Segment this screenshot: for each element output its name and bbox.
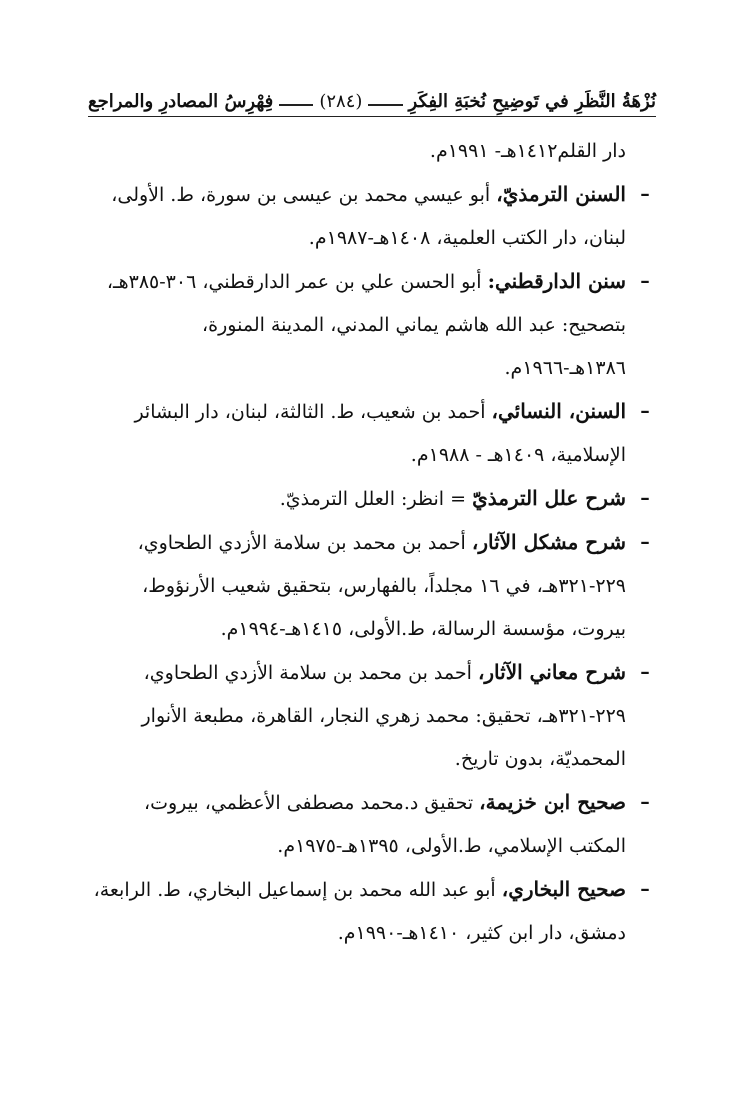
continued-entry-text: دار القلم١٤١٢هـ- ١٩٩١م. (429, 140, 626, 162)
running-header (88, 82, 656, 117)
bibliography-entry (84, 260, 656, 390)
entry-title: سنن الدارقطني: (487, 269, 626, 293)
bibliography-entry (84, 868, 656, 955)
entry-title: صحيح ابن خزيمة، (479, 790, 626, 814)
header-rule-left (279, 104, 313, 106)
page-number: (٢٨٤) (319, 91, 363, 112)
entry-title: شرح معاني الآثار، (477, 660, 626, 684)
bibliography-list (84, 130, 656, 955)
entry-dash: – (640, 183, 650, 205)
entry-dash: – (640, 791, 650, 813)
entry-title: شرح علل الترمذيّ (472, 486, 626, 510)
entry-dash: – (640, 531, 650, 553)
entry-title: صحيح البخاري، (501, 877, 626, 901)
entry-details: أبو عبد الله محمد بن إسماعيل البخاري، ط. الرابعة، دمشق، دار ابن كثير، ١٤١٠هـ-١٩٩٠م. (93, 879, 626, 944)
entry-dash: – (640, 270, 650, 292)
bibliography-entry (84, 781, 656, 868)
bibliography-entry (84, 390, 656, 477)
entry-dash: – (640, 661, 650, 683)
entry-details: أحمد بن محمد بن سلامة الأزدي الطحاوي، ٢٢٩-٣٢١هـ، في ١٦ مجلداً، بالفهارس، بتحقيق شعيب الأرنؤوط، بيروت، مؤسسة الرسالة، ط.الأولى، ١٤١٥هـ-١٩٩٤م. (137, 532, 626, 640)
bibliography-entry (84, 521, 656, 651)
entry-details: أبو عيسي محمد بن عيسى بن سورة، ط. الأولى، لبنان، دار الكتب العلمية، ١٤٠٨هـ-١٩٨٧م. (111, 184, 626, 249)
entry-details: أحمد بن شعيب، ط. الثالثة، لبنان، دار البشائر الإسلامية، ١٤٠٩هـ - ١٩٨٨م. (134, 401, 626, 466)
entry-details: = انظر: العلل الترمذيّ. (279, 488, 473, 510)
entry-title: شرح مشكل الآثار، (471, 530, 626, 554)
bibliography-entry (84, 651, 656, 781)
section-title: فِهْرِسُ المصادرِ والمراجع (88, 91, 274, 112)
book-title: نُزْهَةُ النَّظَرِ في تَوضِيحِ نُخبَةِ الفِكَرِ (408, 91, 656, 112)
entry-dash: – (640, 878, 650, 900)
bibliography-entry (84, 477, 656, 521)
entry-details: تحقيق د.محمد مصطفى الأعظمي، بيروت، المكتب الإسلامي، ط.الأولى، ١٣٩٥هـ-١٩٧٥م. (143, 792, 626, 857)
entry-title: السنن، النسائي، (491, 399, 626, 423)
entry-details: أبو الحسن علي بن عمر الدارقطني، ٣٠٦-٣٨٥هـ، بتصحيح: عبد الله هاشم يماني المدني، المدينة المنورة، ١٣٨٦هـ-١٩٦٦م. (106, 271, 626, 379)
header-rule-right (368, 104, 402, 106)
entry-dash: – (640, 400, 650, 422)
bibliography-entry (84, 173, 656, 260)
entry-details: أحمد بن محمد بن سلامة الأزدي الطحاوي، ٢٢٩-٣٢١هـ، تحقيق: محمد زهري النجار، القاهرة، مطبعة الأنوار المحمديّة، بدون تاريخ. (141, 662, 626, 770)
entry-dash: – (640, 487, 650, 509)
entry-title: السنن الترمذيّ، (496, 182, 626, 206)
